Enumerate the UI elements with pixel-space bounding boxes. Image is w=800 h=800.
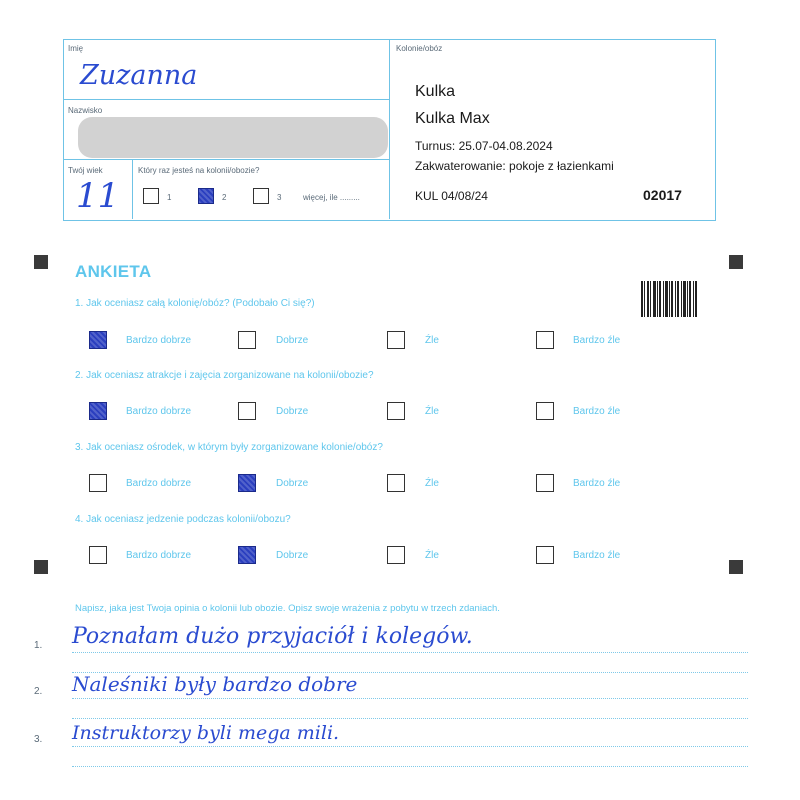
q3-option-bad: Źle	[425, 478, 439, 489]
question-4: 4. Jak oceniasz jedzenie podczas kolonii/obozu?	[75, 514, 291, 525]
q4-checkbox-very-good[interactable]	[89, 546, 107, 564]
visit-option-2: 2	[222, 193, 227, 202]
header-divider-h1	[63, 99, 390, 100]
q2-checkbox-very-good[interactable]	[89, 402, 107, 420]
opinion-text-2: Naleśniki były bardzo dobre	[72, 672, 358, 696]
accommodation: Zakwaterowanie: pokoje z łazienkami	[415, 159, 614, 173]
q2-option-very-good: Bardzo dobrze	[126, 406, 192, 417]
opinion-line-3b	[72, 766, 748, 767]
q4-option-good: Dobrze	[276, 550, 309, 561]
camp-name: Kulka	[415, 83, 456, 100]
opinion-line-3a	[72, 746, 748, 747]
q1-checkbox-very-bad[interactable]	[536, 331, 554, 349]
q3-checkbox-very-bad[interactable]	[536, 474, 554, 492]
visit-checkbox-1[interactable]	[143, 188, 159, 204]
q1-option-bad: Źle	[425, 335, 439, 346]
camp-label: Kolonie/obóz	[396, 44, 443, 53]
opinion-line-2b	[72, 718, 748, 719]
header-divider-h2	[63, 159, 390, 160]
header-divider-age	[132, 159, 133, 219]
opinion-line-number-3: 3.	[34, 734, 43, 745]
question-1: 1. Jak oceniasz całą kolonię/obóz? (Podobało Ci się?)	[75, 298, 315, 309]
name-label: Imię	[68, 44, 84, 53]
visit-checkbox-3[interactable]	[253, 188, 269, 204]
registration-marker-bottom-right	[729, 560, 743, 574]
q4-option-very-bad: Bardzo źle	[573, 550, 621, 561]
q1-option-very-good: Bardzo dobrze	[126, 335, 192, 346]
q4-option-bad: Źle	[425, 550, 439, 561]
q2-option-very-bad: Bardzo źle	[573, 406, 621, 417]
camp-code: KUL 04/08/24	[415, 189, 488, 203]
q2-option-bad: Źle	[425, 406, 439, 417]
age-label: Twój wiek	[68, 166, 103, 175]
q4-option-very-good: Bardzo dobrze	[126, 550, 192, 561]
q1-checkbox-good[interactable]	[238, 331, 256, 349]
q1-checkbox-very-good[interactable]	[89, 331, 107, 349]
visit-more-label: więcej, ile .........	[303, 193, 360, 202]
registration-marker-top-left	[34, 255, 48, 269]
q3-checkbox-very-good[interactable]	[89, 474, 107, 492]
form-number: 02017	[643, 187, 682, 203]
q4-checkbox-bad[interactable]	[387, 546, 405, 564]
q3-checkbox-good[interactable]	[238, 474, 256, 492]
q3-option-very-good: Bardzo dobrze	[126, 478, 192, 489]
q2-option-good: Dobrze	[276, 406, 309, 417]
age-value: 11	[76, 176, 120, 216]
visit-option-3: 3	[277, 193, 282, 202]
surname-label: Nazwisko	[68, 106, 103, 115]
opinion-prompt: Napisz, jaka jest Twoja opinia o kolonii lub obozie. Opisz swoje wrażenia z pobytu w trzech zdaniach.	[75, 603, 500, 614]
visit-option-1: 1	[167, 193, 172, 202]
q3-checkbox-bad[interactable]	[387, 474, 405, 492]
camp-subname: Kulka Max	[415, 110, 490, 127]
q1-option-good: Dobrze	[276, 335, 309, 346]
turnus-dates: Turnus: 25.07-04.08.2024	[415, 139, 553, 153]
question-2: 2. Jak oceniasz atrakcje i zajęcia zorganizowane na kolonii/obozie?	[75, 370, 374, 381]
opinion-text-3: Instruktorzy byli mega mili.	[72, 722, 340, 744]
question-3: 3. Jak oceniasz ośrodek, w którym były zorganizowane kolonie/obóz?	[75, 442, 383, 453]
visit-question: Który raz jesteś na kolonii/obozie?	[138, 166, 260, 175]
opinion-text-1: Poznałam dużo przyjaciół i kolegów.	[72, 624, 473, 649]
survey-title: ANKIETA	[75, 262, 152, 281]
opinion-line-1a	[72, 652, 748, 653]
q2-checkbox-bad[interactable]	[387, 402, 405, 420]
q1-checkbox-bad[interactable]	[387, 331, 405, 349]
name-value: Zuzanna	[80, 60, 198, 91]
q4-checkbox-good[interactable]	[238, 546, 256, 564]
opinion-line-number-1: 1.	[34, 640, 43, 651]
q3-option-good: Dobrze	[276, 478, 309, 489]
q4-checkbox-very-bad[interactable]	[536, 546, 554, 564]
opinion-line-number-2: 2.	[34, 686, 43, 697]
header-divider-vertical	[389, 39, 390, 219]
q2-checkbox-good[interactable]	[238, 402, 256, 420]
q1-option-very-bad: Bardzo źle	[573, 335, 621, 346]
barcode	[641, 281, 697, 317]
registration-marker-bottom-left	[34, 560, 48, 574]
registration-marker-top-right	[729, 255, 743, 269]
visit-checkbox-2[interactable]	[198, 188, 214, 204]
surname-redaction	[78, 117, 388, 158]
q2-checkbox-very-bad[interactable]	[536, 402, 554, 420]
q3-option-very-bad: Bardzo źle	[573, 478, 621, 489]
opinion-line-2a	[72, 698, 748, 699]
